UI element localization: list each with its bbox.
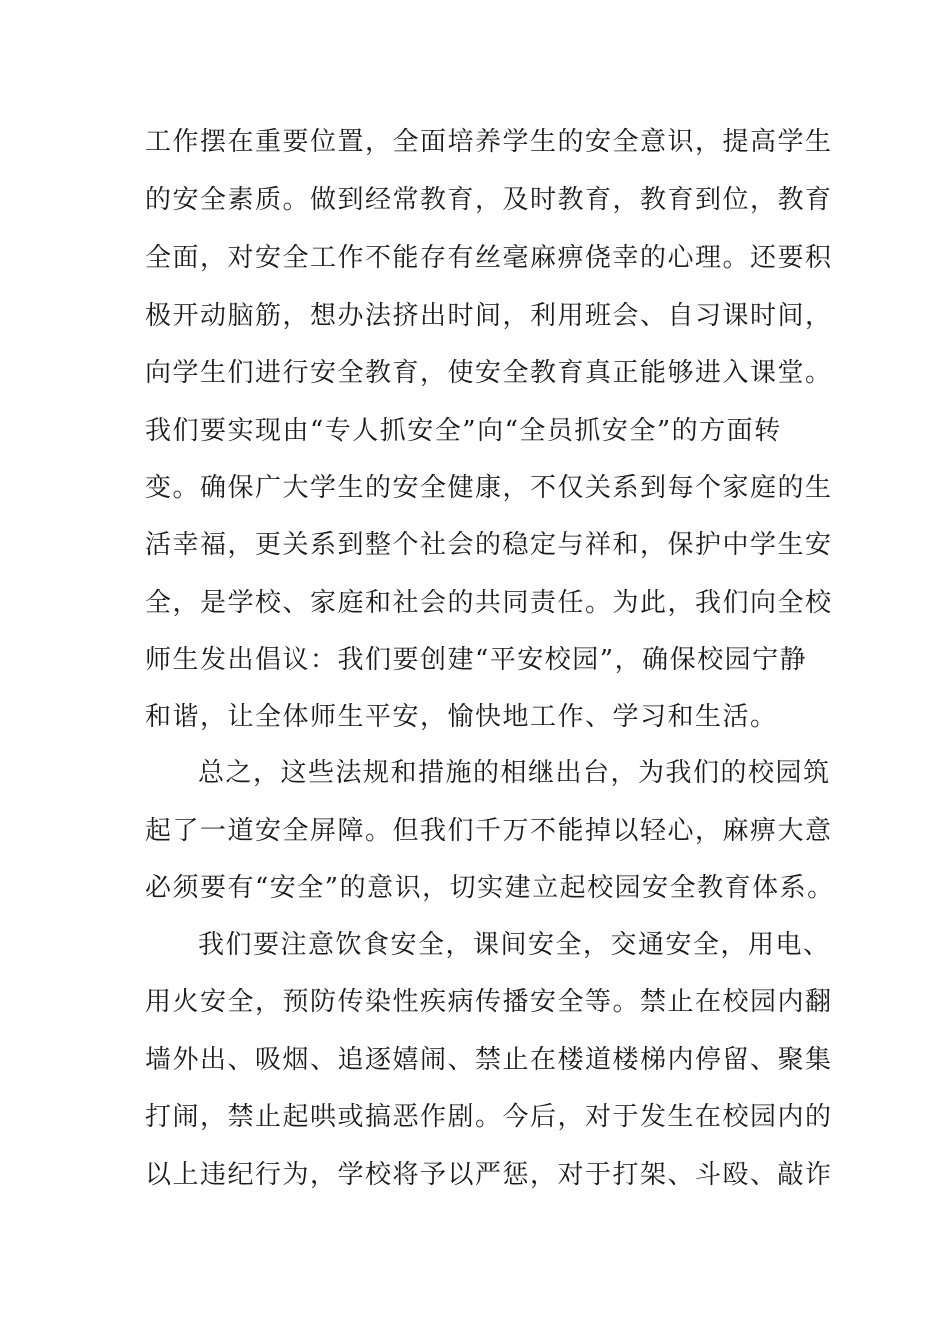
text-line: 极开动脑筋，想办法挤出时间，利用班会、自习课时间， xyxy=(145,301,833,331)
text-line: 我们要实现由“专人抓安全”向“全员抓安全”的方面转 xyxy=(145,416,782,446)
text-line: 起了一道安全屏障。但我们千万不能掉以轻心，麻痹大意 xyxy=(145,816,833,846)
text-line: 全，是学校、家庭和社会的共同责任。为此，我们向全校 xyxy=(145,588,833,618)
text-line: 全面，对安全工作不能存有丝毫麻痹侥幸的心理。还要积 xyxy=(145,243,833,273)
text-line: 变。确保广大学生的安全健康，不仅关系到每个家庭的生 xyxy=(145,473,833,503)
text-line: 和谐，让全体师生平安，愉快地工作、学习和生活。 xyxy=(145,702,778,732)
text-line: 必须要有“安全”的意识，切实建立起校园安全教育体系。 xyxy=(145,873,835,903)
paragraph-first-line: 总之，这些法规和措施的相继出台，为我们的校园筑 xyxy=(198,758,831,788)
text-line: 墙外出、吸烟、追逐嬉闹、禁止在楼道楼梯内停留、聚集 xyxy=(145,1045,833,1075)
text-line: 的安全素质。做到经常教育，及时教育，教育到位，教育 xyxy=(145,185,833,215)
text-line: 打闹，禁止起哄或搞恶作剧。今后，对于发生在校园内的 xyxy=(145,1102,833,1132)
paragraph-first-line: 我们要注意饮食安全，课间安全，交通安全，用电、 xyxy=(198,930,831,960)
text-line: 用火安全，预防传染性疾病传播安全等。禁止在校园内翻 xyxy=(145,987,833,1017)
text-line: 活幸福，更关系到整个社会的稳定与祥和，保护中学生安 xyxy=(145,530,833,560)
text-line: 师生发出倡议：我们要创建“平安校园”，确保校园宁静 xyxy=(145,645,808,675)
text-line: 工作摆在重要位置，全面培养学生的安全意识，提高学生 xyxy=(145,127,833,157)
text-line: 向学生们进行安全教育，使安全教育真正能够进入课堂。 xyxy=(145,358,833,388)
text-line: 以上违纪行为，学校将予以严惩，对于打架、斗殴、敲诈 xyxy=(145,1160,833,1190)
